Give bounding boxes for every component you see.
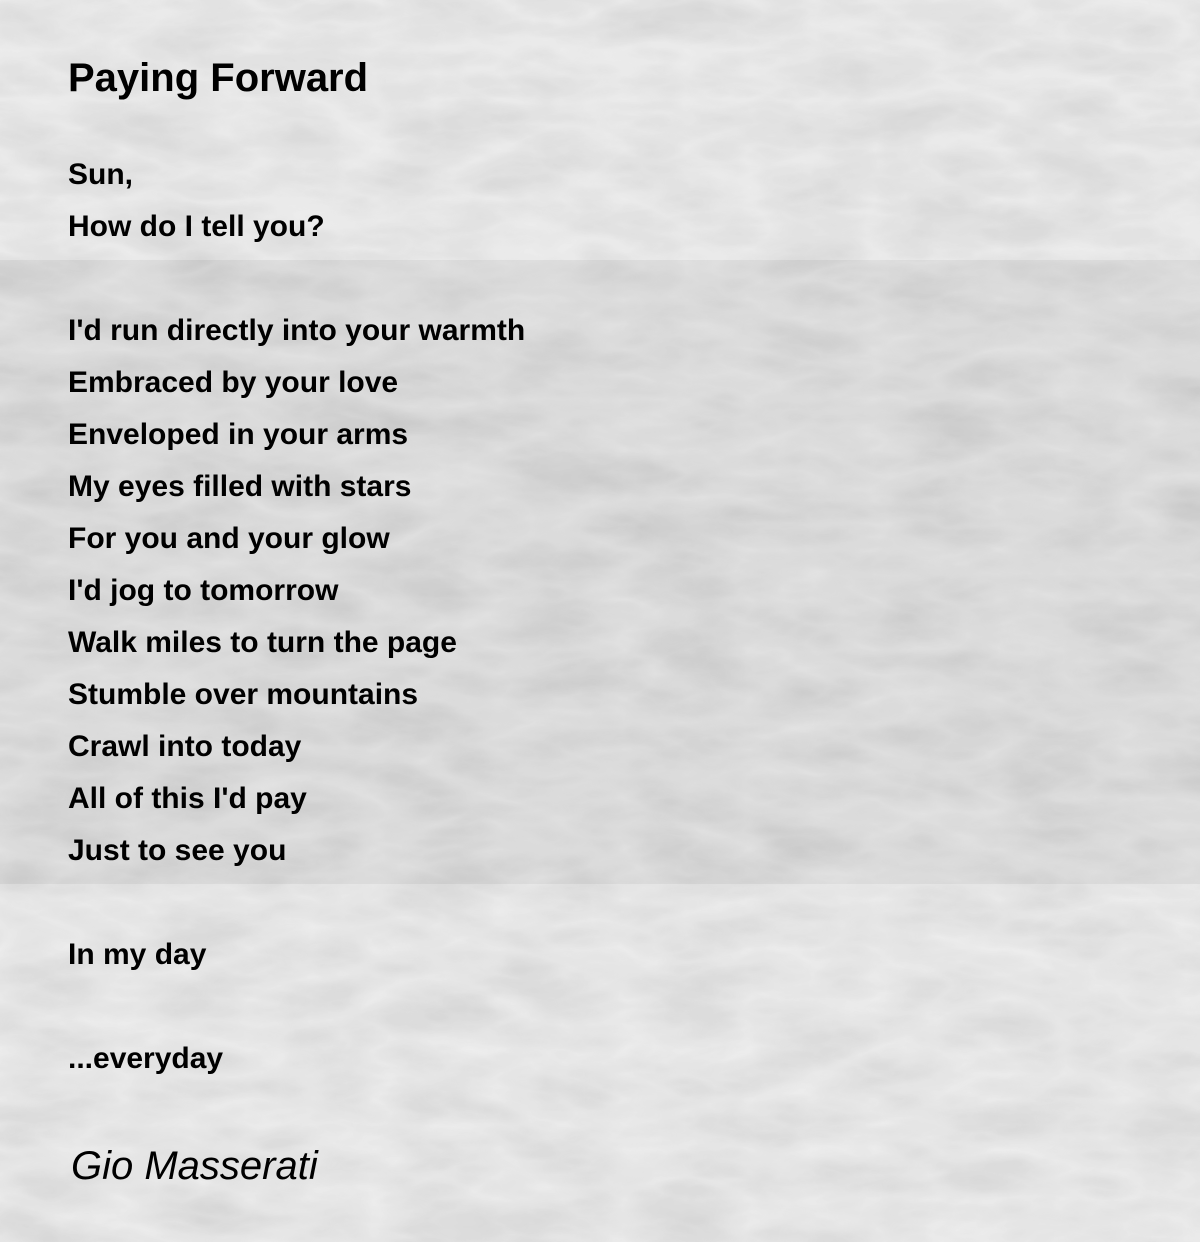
poem-line: Just to see you [68,834,287,867]
poem-line: All of this I'd pay [68,782,307,815]
poem-line: My eyes filled with stars [68,470,412,503]
poem-title: Paying Forward [68,56,369,100]
poem-line: ...everyday [68,1042,224,1075]
poem-line: I'd jog to tomorrow [68,574,339,607]
poem-line: I'd run directly into your warmth [68,314,526,347]
poem-line: Walk miles to turn the page [68,626,457,659]
poem-author: Gio Masserati [71,1144,318,1188]
poem-line: Embraced by your love [68,366,399,399]
poem-line: Sun, [68,158,133,191]
poem-line: For you and your glow [68,522,390,555]
poem-line: Crawl into today [68,730,302,763]
poem-line: How do I tell you? [68,210,325,243]
poem-line: Stumble over mountains [68,678,419,711]
poem-line: In my day [68,938,207,971]
poem-line: Enveloped in your arms [68,418,409,451]
